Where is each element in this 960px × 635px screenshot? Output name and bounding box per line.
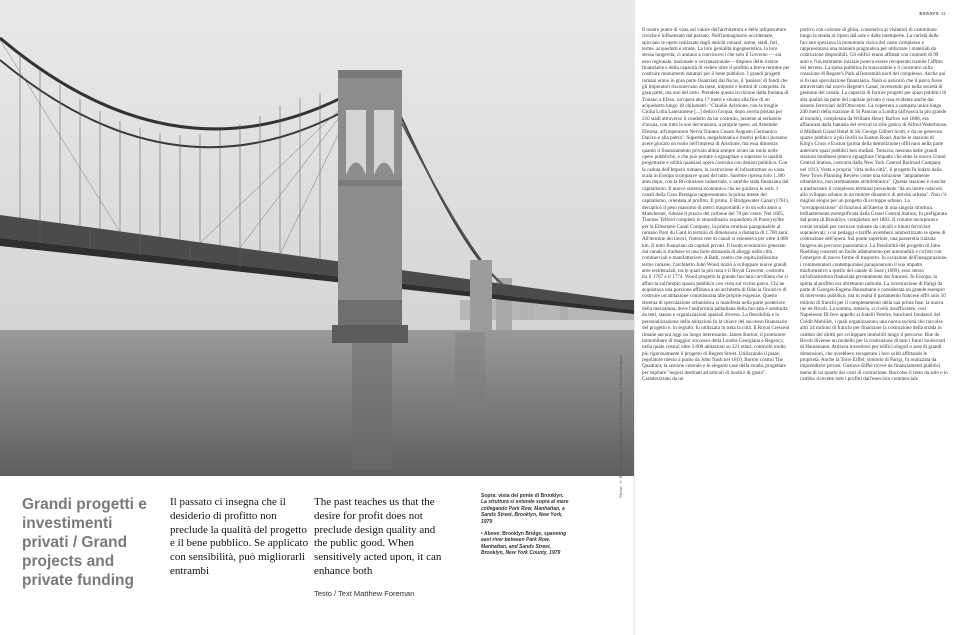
section-name: ESSAYS <box>919 11 939 16</box>
body-column-2 <box>800 27 948 382</box>
body-text-col2: portico con colonne di ghisa, consentiva ai visitatori di camminare lungo la strada al riparo dal sole e dalle intemperie. La varietà delle facciate spezzava la monotonia visiva del vasto complesso e rappresentava una maniera pragmatica per utilizzare i materiali da costruzione disponibili. Gli edifici erano affittati con contratti di 99 anni e l'investimento iniziale poteva essere recuperato tramite l'affitto del terreno. La spesa pubblica fu trascurabile e il concentro sulla creazione di Regent's Park all'estremità nord del complesso. Anche qui si fu una speculazione finanziaria. Nash si assicurò che il parco fosse attraversato dal nuovo Regent's Canal, investendo poi nella società di gestione del canale. La capacità di fornire progetti per spazi pubblici di alta qualità da parte del capitale privato è resa evidente anche dai sistemi ferroviari dell'Ottocento. La copertura a campata unica lunga 240 metri della stazione di St Pancras a Londra (all'epoca la più grande al mondo), completata da William Henry Barlow nel 1868, era affiancata dalla fantasia del revival in stile gotico di Alfred Waterhouse, il Midland Grand Hotel di Sir George Gilbert Scott, e da un generoso spazio pubblico a più livelli su Euston Road. Anche le stazioni di King's Cross e Euston (prima della demolizione) offrivano nella parte anteriore spazi pubblici ben studiati. Tuttavia, nessuna delle grandi stazioni londinesi poteva eguagliare l'impatto che ebbe la nuova Grand Central Station, costruita dalla New York Central Railroad Company nel 1913. Vesta e propria "città nella città", il progetto fu lodato dalla New Town Planning Review come una soluzione "ampiamente urbanistica, non strettamente architettonica". Questa stazione è riuscita a trasformare il complesso terminal precedente "da un inerte ostacolo allo sviluppo urbano in un motore dinamico di attività urbana". Non c'è miglior elogio per un progetto di sviluppo urbano. La "sovrapposizione" di funzioni all'interno di una singola struttura, brillantemente esemplificata dalla Grand Central Station, fu prefigurata dal ponte di Brooklyn, completato nel 1883. Il volume incorporava corsie stradali per carrozze trainate da cavalli e binari ferroviari sopraelevati; i cui pedaggi e tariffe avrebbero ammortizzato le spese di costruzione dell'opera. Sul ponte superiore, una passerella rialzata fungeva da percorso panoramico. La flessibilità del progetto di John Roebling consentì un facile adattamento per automobili e ciclisti con l'emergere di nuove forme di trasporto. In occasione dell'inaugurazione, i commentatori contemporanei paragonarono il suo impatto trasformativo a quello del canale di Suez (1869), esso stesso un'infrastruttura finanziata privatamente dai francesi. In Europa, la spinta al profitto era altrettanto radicata. La ricostruzione di Parigi da parte di Georges-Eugène Haussmann è considerata un grande esempio di intervento pubblico, ma in realtà il parlamento francese offrì solo 50 milioni di franchi per il completamento della sua prima fase, la nuova rue de Rivoli. La somma, tuttavia, si rivelò insufficiente, così Napoleone III fece appello ai fratelli Pereire, banchieri fondatori del Crédit Mobilier, i quali organizzarono una nuova società che raccolse altri 24 milioni di franchi per finanziare la costruzione della strada in cambio dei diritti per sviluppare immobili lungo il percorso. Rue de Rivoli divenne un modello per la costruzione di tutti i futuri boulevard di Haussmann. Attirava investitori per edifici singoli o aree di grandi dimensioni, che avrebbero recuperato i loro soldi affittando le proprietà. Anche la Torre Eiffel, simbolo di Parigi, fu realizzata da imprenditori privati. Gustave Eiffel ricevé da finanziamenti pubblici meno di un quarto dei costi di costruzione. Raccolse il resto da solo e in cambio ricevette tutti i profitti dall'esercizio commerciale <box>800 27 948 382</box>
brooklyn-bridge-photo <box>0 0 634 476</box>
caption-en-text: spanning east river between Park Row, Manhattan, and Sands Street, Brooklyn, New York County, 1979 <box>481 531 567 557</box>
byline: Testo / Text Matthew Foreman <box>314 589 415 598</box>
caption-en-label: • Above: Brooklyn Bridge, <box>481 531 543 538</box>
body-column-1 <box>642 27 790 382</box>
caption-it-label: Sopra: vista del ponte di Brooklyn. <box>481 493 564 499</box>
caption-italian <box>481 493 569 525</box>
photo-credit: Photo: © Bernice Abbott / Commerce Graphics courtesy of Archivi Chagnon <box>618 355 623 498</box>
caption-it-text: La struttura si estende sopra al mare collegando Park Row, Manhattan, a Sands Street, Brooklyn, New York, 1979 <box>481 499 569 525</box>
intro-english: The past teaches us that the desire for profit does not preclude design quality and the public good. When sensitively acted upon, it can enhance both <box>314 496 442 577</box>
page-gutter <box>634 0 636 635</box>
article-title: Grandi progetti e investimenti privati / Grand projects and private funding <box>22 496 147 589</box>
caption-english <box>481 531 569 557</box>
bridge-illustration <box>0 0 634 476</box>
photo-caption <box>481 493 569 563</box>
page-number: 11 <box>940 11 946 16</box>
intro-italian: Il passato ci insegna che il desiderio di profitto non preclude la qualità del progetto e il bene pubblico. Se applicato con sensibilità, può migliorarli entrambi <box>170 496 309 577</box>
body-text-col1: Il nostro punto di vista sul valore dell'architettura e delle infrastrutture civiche è influenzato dal passato. Nell'immaginario occidentale, spiccano le opere realizzate dagli antichi romani: arene, stadi, fori, terme, acquedotti e strade. La loro genialità ingegneristica, la loro stessa longevità, ci aiutano a convincerci che solo il Governo — sia esso regionale, nazionale o sovranazionale— dispone delle risorse finanziarie e della capacità di vedere oltre il profitto a breve termine per costruire monumenti duraturi per il bene pubblico. I grandi progetti romani erano in gran parte finanziati dal fiscus, il 'paniere' di fondi che gli imperatori riscuotevano da tasse, imposte e bottini di conquista. In gran parte, ma non del tutto. Prendete questa iscrizione dalla fontana di Traiano a Efeso, un'opera alta 17 metri e situata alla fine di un acquedotto lungo 18 chilometri: "Claudio Aristione, con la moglie Giulia Lidia Laterannese [...] dedicò l'acqua, dopo averla portata per 210 stadi attraverso il condotto da lui costruito, insieme al serbatoio d'acqua, con tutte le sue decorazioni, a proprie spese, ad Artemide Efesina, all'imperatore Nerva Traiano Cesare Augusto Germanico Dacico e alla patria". Superbia, megalomania e motivi politici possono avere giocato un ruolo nell'impresa di Aristione, ma essa dimostra quanto il finanziamento privato abbia sempre avuto un ruolo nelle opere pubbliche, e che può portare a eguagliare e superare in qualità progettuale e utilità qualsiasi opera costruita con denaro pubblico. Con la caduta dell'Impero romano, la costruzione di infrastrutture su vasta scala in Europa scomparve quasi del tutto. Sarebbe ripresa solo 1.300 anni dopo, con la Rivoluzione industriale, e sarebbe stata finanziata dal capitalismo. Il nuovo sistema economico che ne guidava le sorti. I canali della Gran Bretagna rappresentano la prima messe del capitalismo, orientata al profitto. Il primo, il Bridgewater Canal (1761), decuplicò il peso massimo di merci trasportabili e in un solo anno a Manchester, ridusse il prezzo del carbone del 70 per cento. Nel 1805, Thomas Telford completò lo straordinario acquedotto di Pontcysyllte per la Ellesmere Canal Company, la prima struttura paragonabile al romano Pont du Gard in termini di dimensioni a distanza di 1.700 anni. All'termine dei lavori, l'intera rete di canali si estendeva per oltre 4.000 km. Il tutto finanziato da capitali privati. Il boom economico generato dai canali si tradusse in una forte domanda di alloggi nelle città commerciali e manifatturiere. A Bath, centro che ospita bellissime terme romane, l'architetto John Wood iniziò a sviluppare nuove grandi aree residenziali, tra le quali la più nota è il Royal Crescent, costruito tra il 1767 e il 1774. Wood progettò la grande facciata curvilinea che si affaccia sull'ampio spazio pubblico con vista sul vicino parco. Chi ne acquistava una porzione affidava a un architetto di fiducia l'incarico di costruire un'abitazione commisurata alle proprie esigenze. Questo sistema di speculazione urbanistica si manifesta nella parte posteriore della mezzaluna, dove l'uniformità palladiana della facciata è sostituita da tetti, stanze e organizzazioni spaziali diverse. La flessibilità e la personalizzazione delle abitazioni fu la chiave del successo finanziario del progetto e, in seguito, fu utilizzata in tutta la città. Il Royal Crescent rimane ancora oggi un luogo interessante. James Burton, il promotore immobiliare di maggior successo della Londra Georgiana e Regency, nella quale costruì oltre 3.000 abitazioni su 321 ettari, controllò molto più rigorosamente il progetto di Regent Street. Utilizzando il piano regolatore messo a punto da John Nash nel 1810, Burton costruì The Quadrant, la sezione centrale e le eleganti case della strada, progettate per ospitare "negozi destinati ad articoli di moda e di gusto". Caratterizzato da un <box>642 27 790 382</box>
running-header <box>906 11 946 16</box>
